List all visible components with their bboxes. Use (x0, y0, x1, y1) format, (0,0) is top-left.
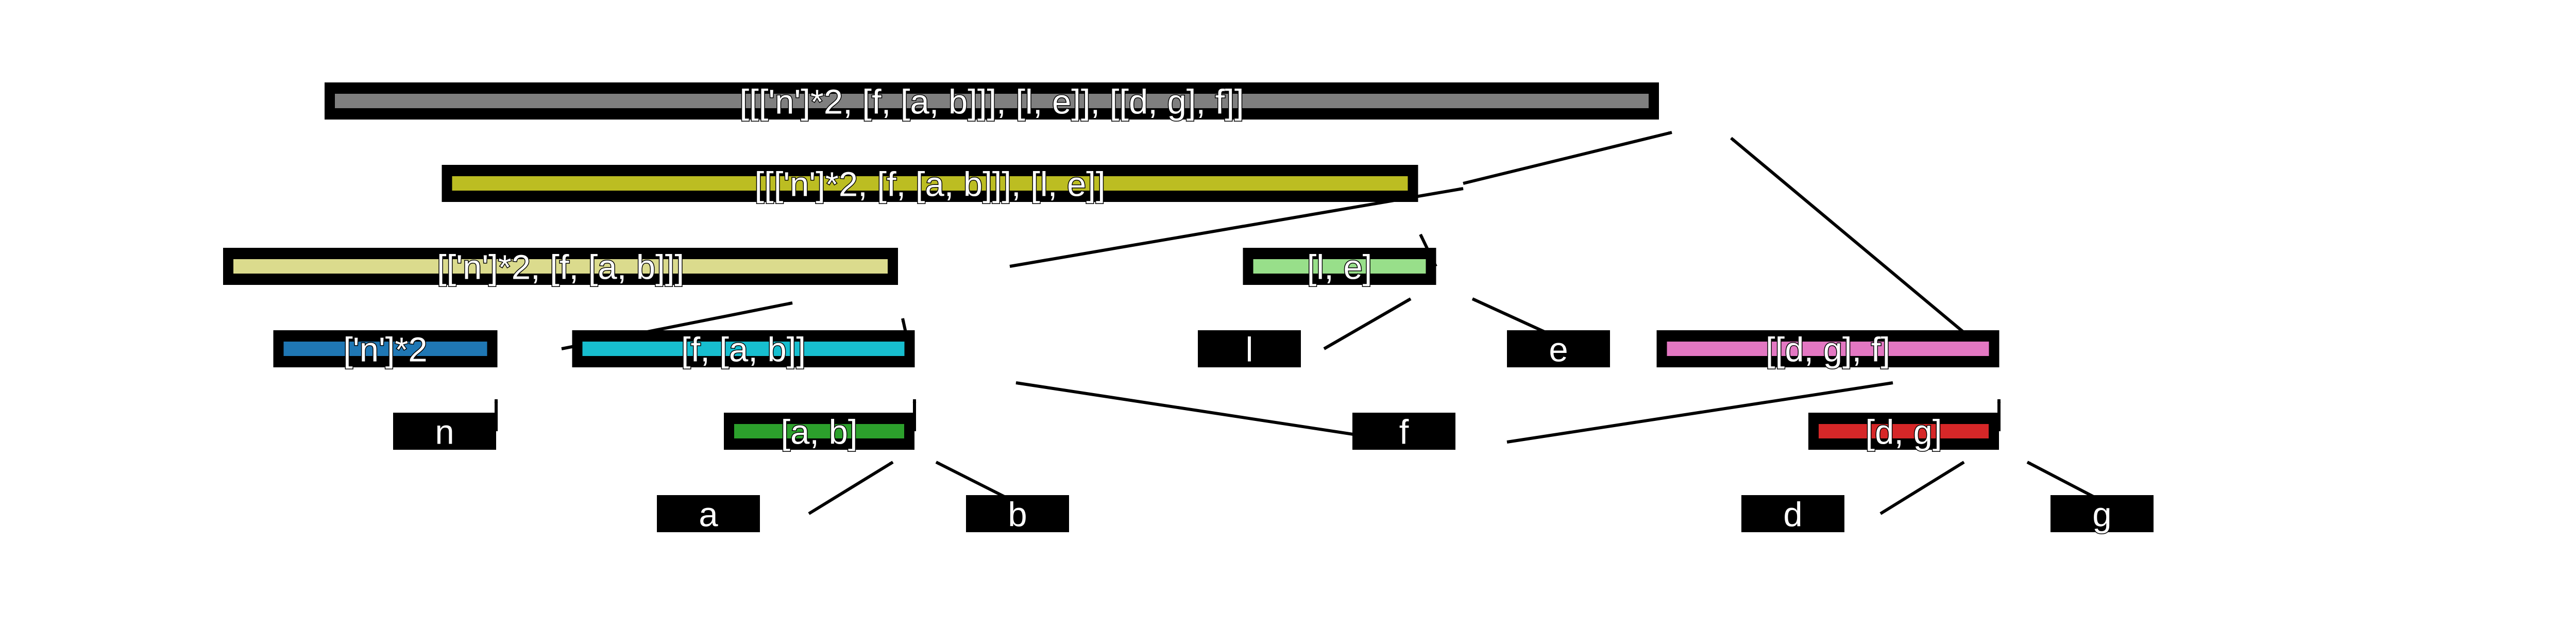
node-n_nfab (223, 248, 898, 287)
node-label: b (1008, 495, 1027, 534)
node-n_n (393, 413, 496, 452)
node-label: e (1549, 330, 1568, 369)
node-label: n (435, 413, 454, 452)
node-label: g (2092, 495, 2112, 534)
edge-n_l_e-to-root (1463, 132, 1672, 183)
node-label: [[['n']*2, [f, [a, b]]], [l, e]], [[d, g], f]] (739, 82, 1244, 122)
node-label: f (1399, 413, 1409, 452)
node-label: [[d, g], f] (1765, 330, 1891, 369)
node-n_ab (724, 413, 914, 452)
node-label: a (699, 495, 718, 534)
edge-n_a-to-n_ab (809, 462, 893, 514)
edge-n_dgf-to-root (1731, 138, 1984, 349)
node-label: [l, e] (1307, 248, 1372, 287)
edge-n_f-to-n_fab (1016, 383, 1404, 442)
node-label: [a, b] (781, 413, 858, 452)
node-label: [['n']*2, [f, [a, b]]] (437, 248, 684, 287)
node-n_dgf (1657, 330, 1999, 369)
edge-n_d-to-n_dg (1880, 462, 1964, 514)
nodes-layer (223, 82, 2154, 534)
node-n_l (1198, 330, 1301, 369)
node-n_b (966, 495, 1069, 534)
edge-n_l-to-n_le (1324, 299, 1411, 349)
node-n_e (1507, 330, 1610, 369)
node-n_le (1243, 248, 1436, 287)
node-label: [[['n']*2, [f, [a, b]]], [l, e]] (754, 165, 1106, 204)
node-label: [d, g] (1865, 413, 1942, 452)
node-label: l (1245, 330, 1253, 369)
node-n_l_e (442, 165, 1418, 204)
node-label: ['n']*2 (343, 330, 428, 369)
node-n_fab (572, 330, 915, 369)
node-n_dg (1808, 413, 1999, 452)
node-n_d (1741, 495, 1844, 534)
node-n_a (657, 495, 760, 534)
node-label: d (1783, 495, 1803, 534)
node-n_g (2050, 495, 2154, 534)
node-root (325, 82, 1659, 122)
node-n_n2 (274, 330, 498, 369)
node-n_f (1352, 413, 1455, 452)
node-label: [f, [a, b]] (681, 330, 806, 369)
